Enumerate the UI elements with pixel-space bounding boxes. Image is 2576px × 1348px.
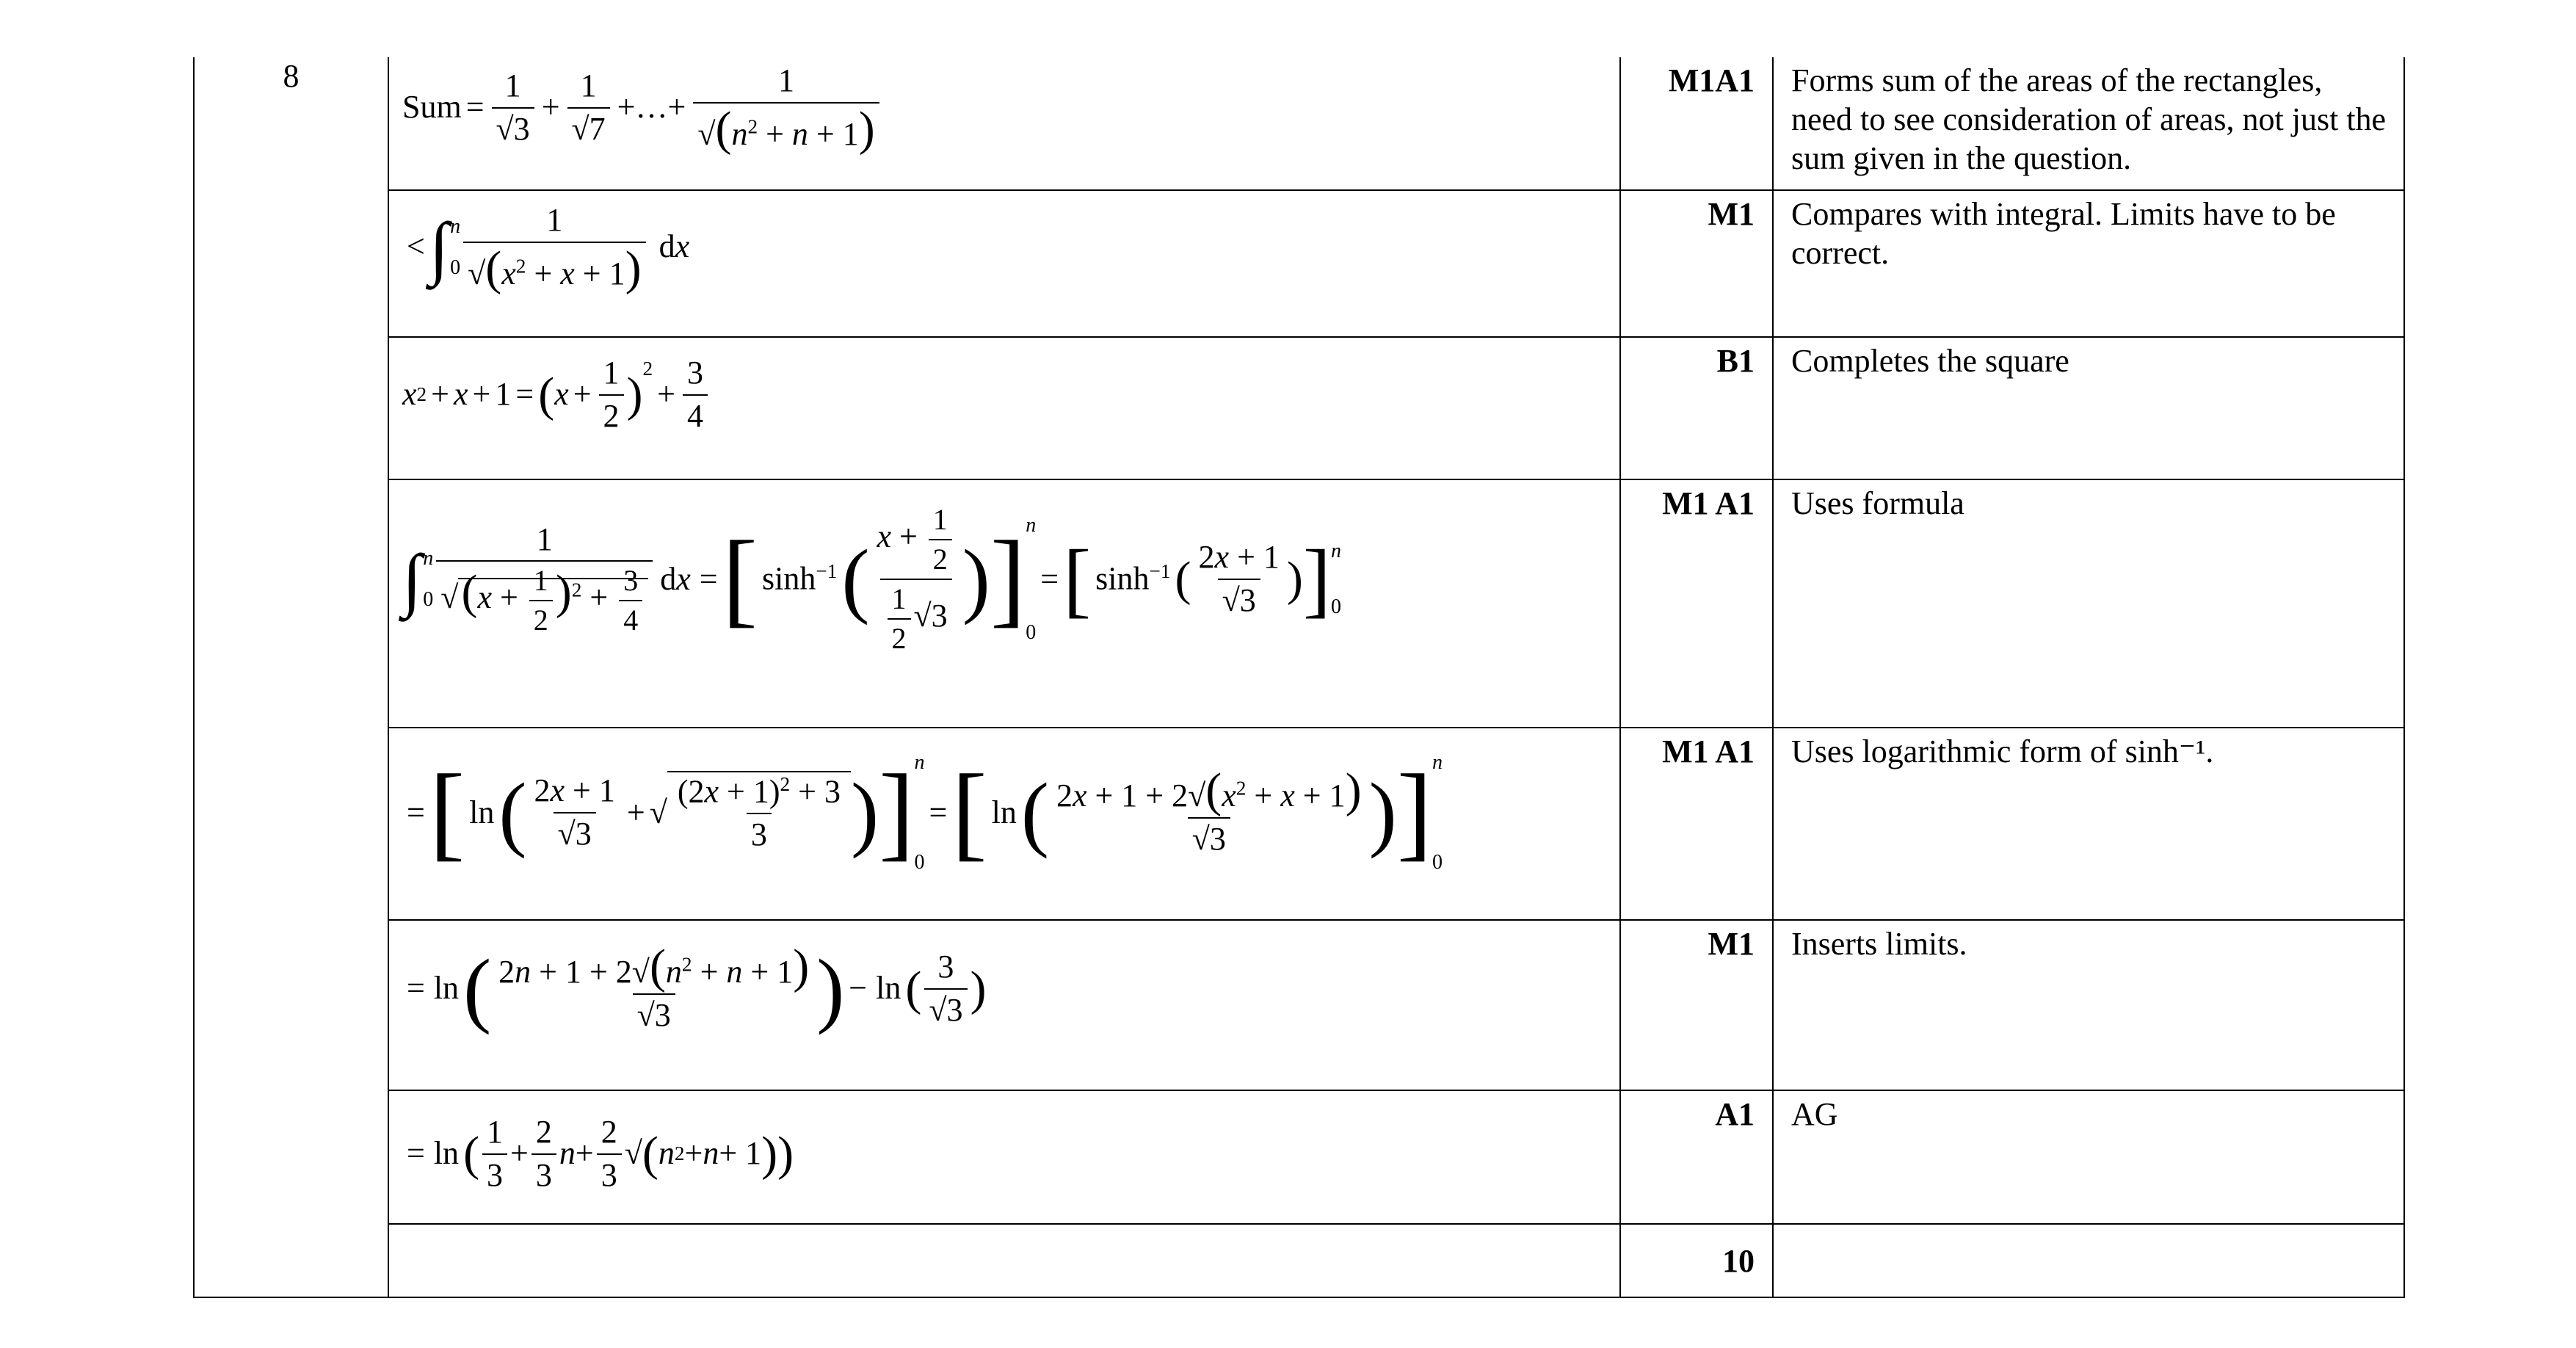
- answer-cell: [388, 728, 1620, 920]
- guidance-cell: Inserts limits.: [1773, 920, 2404, 1090]
- final-answer: = ln ( $\frac{1}{3}$ + $\frac{2}{3}$ n + $\frac{2}{3}$ √ ( n 2 + n + 1 ) ): [402, 1113, 1619, 1195]
- answer-cell: [388, 190, 1620, 337]
- marks-cell: M1: [1620, 920, 1773, 1090]
- guidance-cell: AG: [1773, 1090, 2404, 1224]
- table-row: [194, 728, 2404, 920]
- table-row: [194, 337, 2404, 479]
- table-row: [194, 190, 2404, 337]
- table-row: [194, 920, 2404, 1090]
- table-row: [194, 57, 2404, 190]
- answer-cell: [388, 479, 1620, 728]
- guidance-cell: Completes the square: [1773, 337, 2404, 479]
- completed-square: x 2 + x + 1 = ( x + $\frac{1}{2}$ ) $^2$ + $\frac{3}{4}$: [402, 354, 1619, 436]
- guidance-cell: Compares with integral. Limits have to be correct.: [1773, 190, 2404, 337]
- answer-cell: [388, 57, 1620, 190]
- marks-cell: M1 A1: [1620, 479, 1773, 728]
- log-form: = [ ln ( $\frac{2x + 1}{√3}$ + √ $\frac{(2x + 1)^2 + 3}{3}$ ) ] n 0 = [ ln ( $\frac{2x + 1 + 2√(x^2 + x + 1)}{√3}$ ) ] n 0: [407, 751, 1443, 874]
- guidance-cell: [1773, 1224, 2404, 1297]
- guidance-cell: Uses logarithmic form of sinh⁻¹.: [1773, 728, 2404, 920]
- table-row: [194, 1090, 2404, 1224]
- integral-comparison: < ∫ n 0 $\frac{1}{√(x^2 + x + 1)}$ dx: [407, 202, 690, 295]
- question-number-cell: [194, 57, 388, 1297]
- question-number: 8: [283, 58, 300, 94]
- marks-cell: B1: [1620, 337, 1773, 479]
- sinh-integral: ∫ n 0 1 √(x + $\frac{1}{2}$ )$^2$ + $\frac{3}{4}$ dx = [ $\sinh^{-1}$ ( x + $\frac{1}{2}$ $\frac{1}{2}$ √3 ) ] n 0 = [ $\sinh^{-1}$ ( $\frac{2x + 1}{√3}$ ) ] n 0: [402, 503, 1341, 655]
- marks-cell: M1A1: [1620, 57, 1773, 190]
- marks-cell: A1: [1620, 1090, 1773, 1224]
- answer-cell: [388, 1090, 1620, 1224]
- answer-cell: [388, 920, 1620, 1090]
- sum-label: Sum: [402, 89, 462, 126]
- total-marks-cell: 10: [1620, 1224, 1773, 1297]
- table-row: [194, 1224, 2404, 1297]
- answer-cell: [388, 337, 1620, 479]
- sum-expression: Sum = $\frac{1}{√3}$ + $\frac{1}{√7}$ +…+ $\frac{1}{√(n^2 + n + 1)}$: [402, 62, 1619, 154]
- guidance-cell: Uses formula: [1773, 479, 2404, 728]
- mark-scheme-table: [193, 57, 2405, 1298]
- table-row: [194, 479, 2404, 728]
- limits-inserted: = ln ( $\frac{2n + 1 + 2√(n^2 + n + 1)}{√3}$ ) − ln ( $\frac{3}{√3}$ ): [407, 940, 987, 1035]
- guidance-cell: Forms sum of the areas of the rectangles, need to see consideration of areas, not just the sum given in the question.: [1773, 57, 2404, 190]
- marks-cell: M1 A1: [1620, 728, 1773, 920]
- answer-cell: [388, 1224, 1620, 1297]
- marks-cell: M1: [1620, 190, 1773, 337]
